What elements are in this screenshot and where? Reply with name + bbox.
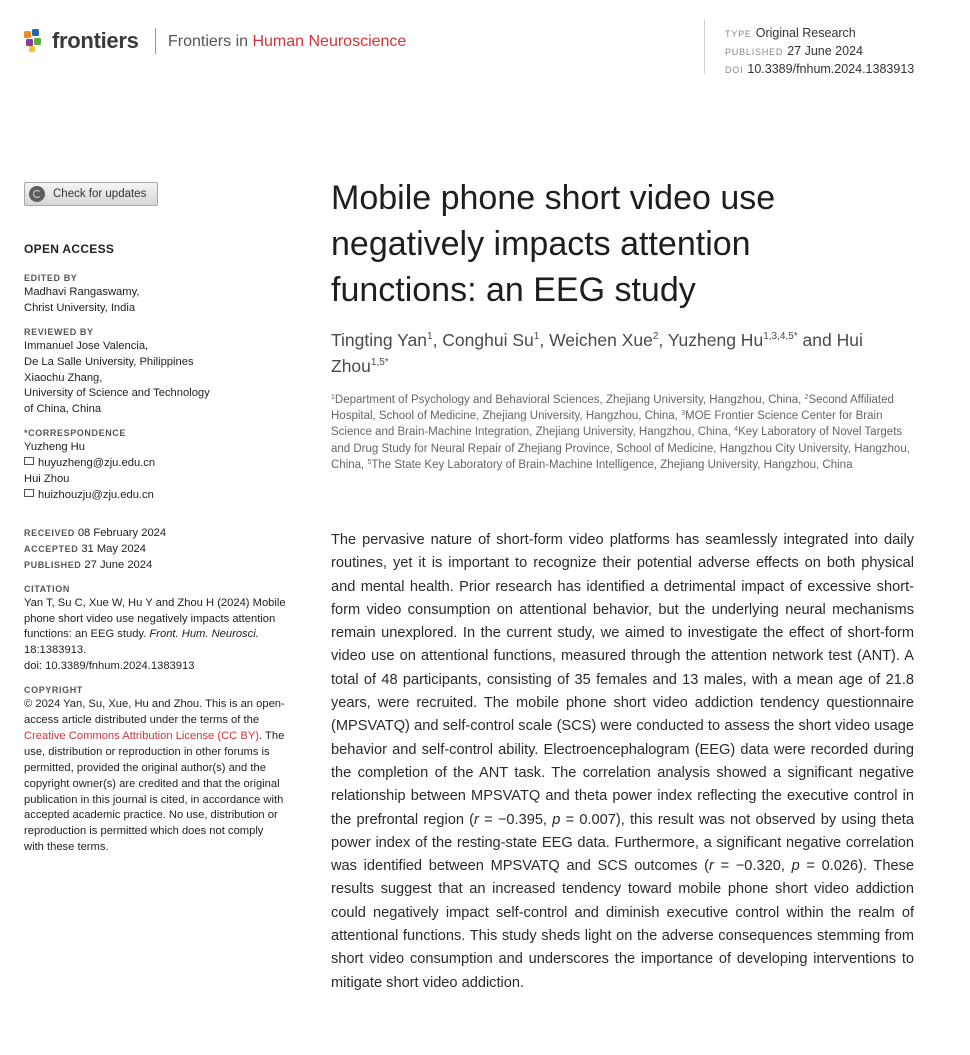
author-name[interactable]: Tingting Yan$^1$ — [331, 330, 433, 350]
open-access-label: OPEN ACCESS — [24, 242, 115, 256]
citation-section: CITATION Yan T, Su C, Xue W, Hu Y and Zhou H (2024) Mobile phone short video use negatively impacts attention functions: an EEG study. Front. Hum. Neurosci. 18:1383913. doi: 10.3389/fnhum.2024.1383913 — [24, 583, 286, 676]
copyright-section: COPYRIGHT © 2024 Yan, Su, Xue, Hu and Zhou. This is an open-access article distributed under the terms of the Creative Commons Attribution License (CC BY). The use, distribution or reproduction in other forums is permitted, provided the original author(s) and the copyright owner(s) are credited and that the original publication in this journal is cited, in accordance with accepted academic practice. No use, distribution or reproduction is permitted which does not comply with these terms. — [24, 685, 285, 854]
article-meta: TYPE Original Research PUBLISHED 27 June 2024 DOI 10.3389/fnhum.2024.1383913 — [725, 26, 915, 76]
author-list: Tingting Yan$^1$, Conghui Su$^1$, Weichen Xue$^2$, Yuzheng $Hu^{1,3,4,5*}$ and Hui Zhou$^{1,5*}$ — [331, 330, 863, 376]
envelope-icon — [24, 489, 34, 497]
email-link[interactable]: huizhouzju@zju.edu.cn — [24, 488, 286, 504]
article-title: Mobile phone short video use negatively impacts attention functions: an EEG study — [331, 179, 776, 309]
refresh-icon — [29, 186, 45, 202]
meta-divider — [704, 20, 705, 74]
check-for-updates-button[interactable]: Check for updates — [24, 182, 158, 206]
frontiers-logo-mark-icon — [24, 29, 46, 53]
header-divider — [155, 28, 156, 54]
abstract-text: The pervasive nature of short-form video platforms has seamlessly integrated into daily routines, yet it is important to recognize their potential adverse effects on both physical and mental health. Prior research has identified a detrimental impact of excessive short-form video consumption on attentional behavior, but the underlying neural mechanisms remain unexplored. In the current study, we aimed to investigate the effect of short-form video use on attentional functions, measured through the attention network test (ANT). A total of 48 participants, consisting of 35 females and 13 males, with a mean age of 21.8 years, were recruited. The mobile phone short video addiction tendency questionnaire (MPSVATQ) and self-control scale (SCS) were conducted to assess the short video usage behavior and self-control ability. Electroencephalogram (EEG) data were recorded during the completion of the ANT task. The correlation analysis showed a significant negative relationship between MPSVATQ and theta power index reflecting the executive control in the prefrontal region (r = −0.395, p = 0.007), this result was not observed by using theta power index of the resting-state EEG data. Furthermore, a significant negative correlation was identified between MPSVATQ and SCS outcomes (r = −0.320, p = 0.026). These results suggest that an increased tendency toward mobile phone short video addiction could negatively impact self-control and diminish executive control within the realm of attentional functions. This study sheds light on the adverse consequences stemming from short video consumption and underscores the importance of developing interventions to mitigate short video addiction. — [331, 532, 914, 991]
sidebar — [24, 242, 286, 865]
citation-doi[interactable]: doi: 10.3389/fnhum.2024.1383913 — [24, 660, 195, 673]
author-name[interactable]: Conghui Su$^1$ — [442, 330, 540, 350]
author-name[interactable]: Yuzheng $Hu^{1,3,4,5*}$ — [667, 330, 798, 350]
author-name[interactable]: Weichen Xue$^2$ — [549, 330, 659, 350]
journal-name[interactable]: Frontiers in Human Neuroscience — [168, 33, 407, 50]
license-link[interactable]: Creative Commons Attribution License (CC BY) — [24, 729, 260, 742]
author-name[interactable]: Hui Zhou$^{1,5*}$ — [331, 330, 863, 376]
email-link[interactable]: huyuzheng@zju.edu.cn — [24, 456, 286, 472]
dates-section: RECEIVED 08 February 2024 ACCEPTED 31 May 2024 PUBLISHED 27 June 2024 — [24, 526, 167, 571]
frontiers-logo[interactable] — [24, 28, 139, 54]
envelope-icon — [24, 457, 34, 465]
publisher-name: frontiers — [52, 28, 139, 53]
published-date: 27 June 2024 — [787, 44, 863, 58]
reviewed-by-section: REVIEWED BY Immanuel Jose Valencia, De La Salle University, Philippines Xiaochu Zhang, University of Science and Technology of China, China — [24, 326, 210, 416]
doi-link[interactable]: 10.3389/fnhum.2024.1383913 — [747, 62, 915, 76]
affiliations: $^1$Department of Psychology and Behavioral Sciences, Zhejiang University, Hangzhou, China, $^2$Second Affiliated Hospital, School of Medicine, Zhejiang University, Hangzhou, China, $^3$MOE Frontier Science Center for Brain Science and Brain-Machine Integration, Zhejiang University, Hangzhou, China, $^4$Key Laboratory of Novel Targets and Drug Study for Neural Repair of Zhejiang Province, School of Medicine, Hangzhou City University, Hangzhou, China, $^5$The State Key Laboratory of Brain-Machine Intelligence, Zhejiang University, Hangzhou, China — [331, 394, 910, 471]
correspondence-section: *CORRESPONDENCE Yuzheng Hu huyuzheng@zju.edu.cn Hui Zhou huizhouzju@zju.edu.cn — [24, 427, 286, 504]
edited-by-section: EDITED BY Madhavi Rangaswamy, Christ University, India — [24, 272, 140, 314]
article-type: Original Research — [755, 26, 856, 40]
